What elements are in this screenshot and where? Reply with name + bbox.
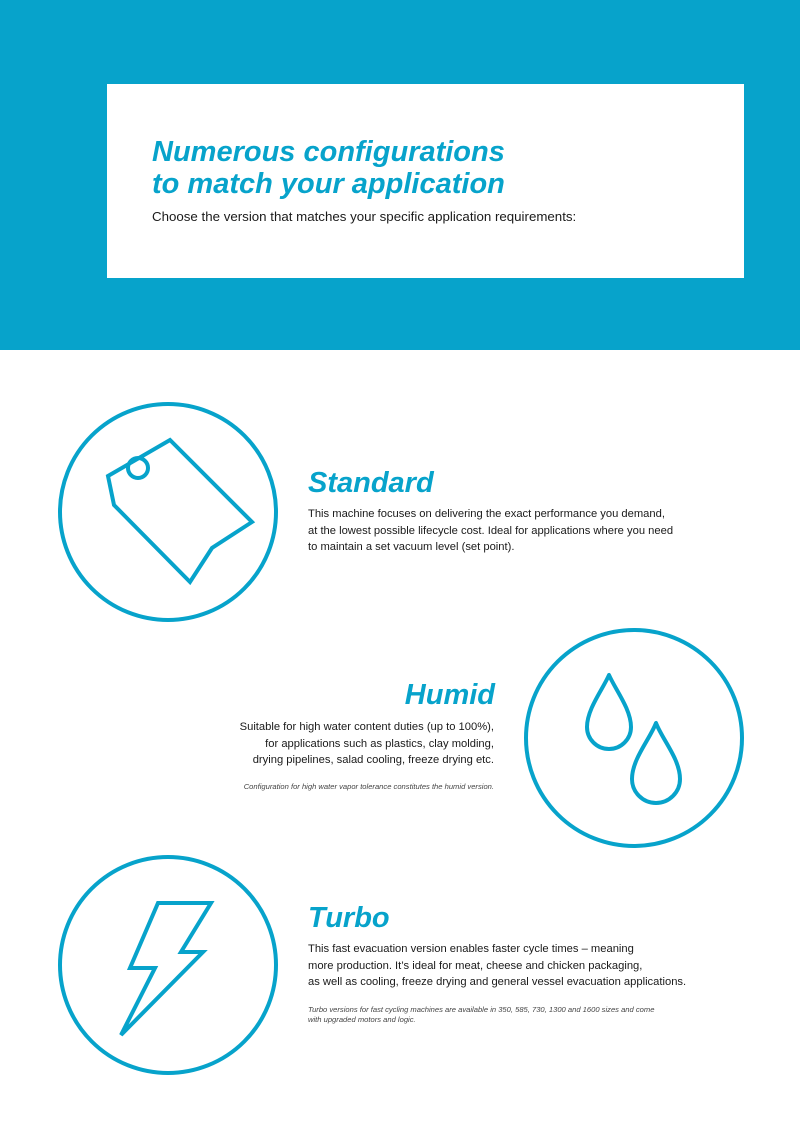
section-title-humid: Humid <box>404 679 495 711</box>
section-note-turbo <box>308 1005 654 1025</box>
section-body-humid <box>160 719 494 769</box>
lightning-bolt-icon <box>57 854 279 1076</box>
header-band <box>0 0 800 350</box>
page-title-line-2: to match your application <box>152 168 505 200</box>
water-drops-icon <box>523 627 745 849</box>
section-body-line: more production. It’s ideal for meat, cheese and chicken packaging, <box>308 959 643 972</box>
page-title <box>152 136 505 200</box>
section-note-line: with upgraded motors and logic. <box>308 1015 416 1024</box>
section-body-line: at the lowest possible lifecycle cost. Ideal for applications where you need <box>308 524 674 537</box>
section-body-line: This fast evacuation version enables faster cycle times – meaning <box>308 943 634 955</box>
section-body-line: as well as cooling, freeze drying and general vessel evacuation applications. <box>308 976 687 988</box>
section-body-line: This machine focuses on delivering the exact performance you demand, <box>308 508 665 520</box>
section-body-standard <box>308 506 673 556</box>
section-body-line: Suitable for high water content duties (up to 100%), <box>239 721 494 733</box>
section-title-standard: Standard <box>308 467 434 499</box>
section-body-line: drying pipelines, salad cooling, freeze drying etc. <box>252 754 494 766</box>
section-body-line: to maintain a set vacuum level (set point). <box>308 541 515 553</box>
section-note-line: Turbo versions for fast cycling machines are available in 350, 585, 730, 1300 and 1600 sizes and come <box>308 1005 655 1014</box>
page-title-line-1: Numerous configurations <box>152 136 505 168</box>
section-note-humid <box>120 782 494 792</box>
section-body-turbo <box>308 941 686 991</box>
section-body-line: for applications such as plastics, clay molding, <box>265 737 494 750</box>
header-box <box>107 84 744 278</box>
price-tag-icon <box>57 401 279 623</box>
page-subtitle: Choose the version that matches your specific application requirements: <box>152 209 577 224</box>
section-title-turbo: Turbo <box>308 902 390 934</box>
section-note-line: Configuration for high water vapor tolerance constitutes the humid version. <box>243 782 494 791</box>
